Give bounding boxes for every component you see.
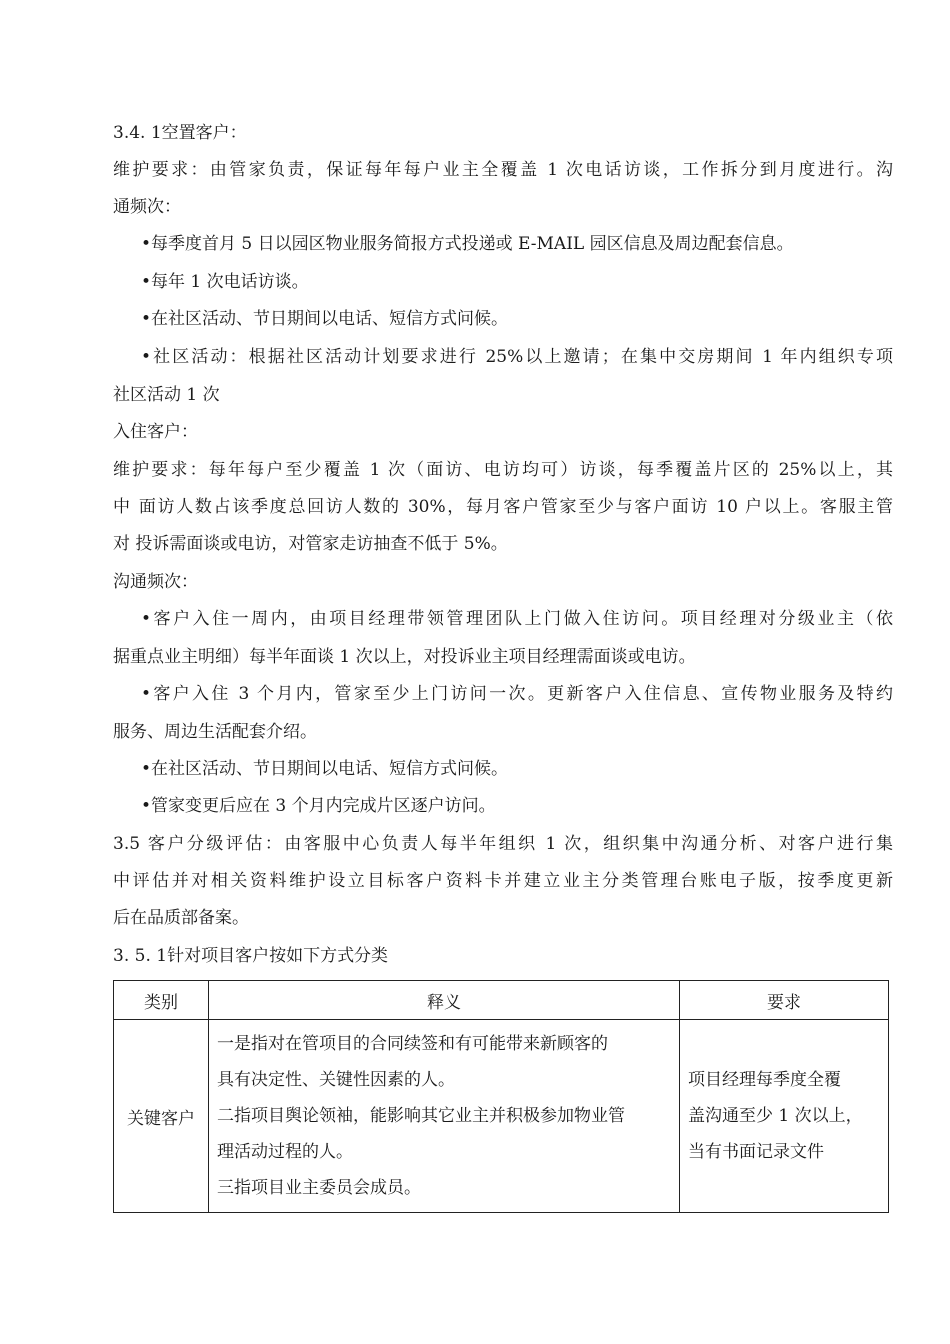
occupied-bullet-2-line-1: •客户入住 3 个月内，管家至少上门访问一次。更新客户入住信息、宣传物业服务及特约 <box>141 684 893 704</box>
section-3-5-line-1: 3.5 客户分级评估：由客服中心负责人每半年组织 1 次，组织集中沟通分析、对客户进行集 <box>113 834 893 854</box>
occupied-frequency-heading: 沟通频次： <box>113 572 198 592</box>
definition-line: 二指项目舆论领袖，能影响其它业主并积极参加物业管 <box>217 1106 625 1126</box>
section-3-5-line-3: 后在品质部备案。 <box>113 908 249 928</box>
definition-line: 理活动过程的人。 <box>217 1142 353 1162</box>
occupied-bullet-3: •在社区活动、节日期间以电话、短信方式问候。 <box>141 759 509 779</box>
table-row <box>114 1020 889 1213</box>
vacant-requirement-line-2: 通频次： <box>113 197 181 217</box>
cell-category: 关键客户 <box>114 1020 209 1213</box>
vacant-bullet-1: •每季度首月 5 日以园区物业服务简报方式投递或 E-MAIL 园区信息及周边配套信息。 <box>141 234 794 254</box>
occupied-requirement-line-2: 中 面访人数占该季度总回访人数的 30%，每月客户管家至少与客户面访 10 户以上。客服主管 <box>113 497 893 517</box>
definition-line: 三指项目业主委员会成员。 <box>217 1178 421 1198</box>
header-requirement: 要求 <box>680 981 889 1020</box>
cell-requirement <box>680 1020 889 1213</box>
vacant-requirement-line-1: 维护要求：由管家负责，保证每年每户业主全覆盖 1 次电话访谈，工作拆分到月度进行。沟 <box>113 160 893 180</box>
definition-line: 一是指对在管项目的合同续签和有可能带来新顾客的 <box>217 1034 608 1054</box>
table-header-row <box>114 981 889 1020</box>
header-definition: 释义 <box>209 981 680 1020</box>
vacant-bullet-2: •每年 1 次电话访谈。 <box>141 272 309 292</box>
vacant-bullet-4-continued: 社区活动 1 次 <box>113 385 220 405</box>
section-3-5-1-heading: 3. 5. 1针对项目客户按如下方式分类 <box>113 946 389 966</box>
section-3-4-1-heading: 3.4. 1空置客户： <box>113 123 247 143</box>
header-category: 类别 <box>114 981 209 1020</box>
definition-line: 具有决定性、关键性因素的人。 <box>217 1070 455 1090</box>
occupied-bullet-2-line-2: 服务、周边生活配套介绍。 <box>113 722 317 742</box>
vacant-bullet-3: •在社区活动、节日期间以电话、短信方式问候。 <box>141 309 509 329</box>
vacant-bullet-4: •社区活动：根据社区活动计划要求进行 25%以上邀请；在集中交房期间 1 年内组织专项 <box>141 347 893 367</box>
occupied-bullet-1-line-2: 据重点业主明细）每半年面谈 1 次以上，对投诉业主项目经理需面谈或电访。 <box>113 647 696 667</box>
occupied-heading: 入住客户： <box>113 422 198 442</box>
requirement-line: 当有书面记录文件 <box>688 1142 824 1162</box>
requirement-line: 项目经理每季度全覆 <box>688 1070 841 1090</box>
occupied-requirement-line-1: 维护要求：每年每户至少覆盖 1 次（面访、电访均可）访谈，每季覆盖片区的 25%以上，其 <box>113 460 893 480</box>
classification-table <box>113 980 889 1213</box>
occupied-bullet-4: •管家变更后应在 3 个月内完成片区逐户访问。 <box>141 796 496 816</box>
occupied-requirement-line-3: 对 投诉需面谈或电访，对管家走访抽查不低于 5%。 <box>113 534 508 554</box>
occupied-bullet-1-line-1: •客户入住一周内，由项目经理带领管理团队上门做入住访问。项目经理对分级业主（依 <box>141 609 893 629</box>
section-3-5-line-2: 中评估并对相关资料维护设立目标客户资料卡并建立业主分类管理台账电子版，按季度更新 <box>113 871 893 891</box>
cell-definition <box>209 1020 680 1213</box>
requirement-line: 盖沟通至少 1 次以上， <box>688 1106 863 1126</box>
